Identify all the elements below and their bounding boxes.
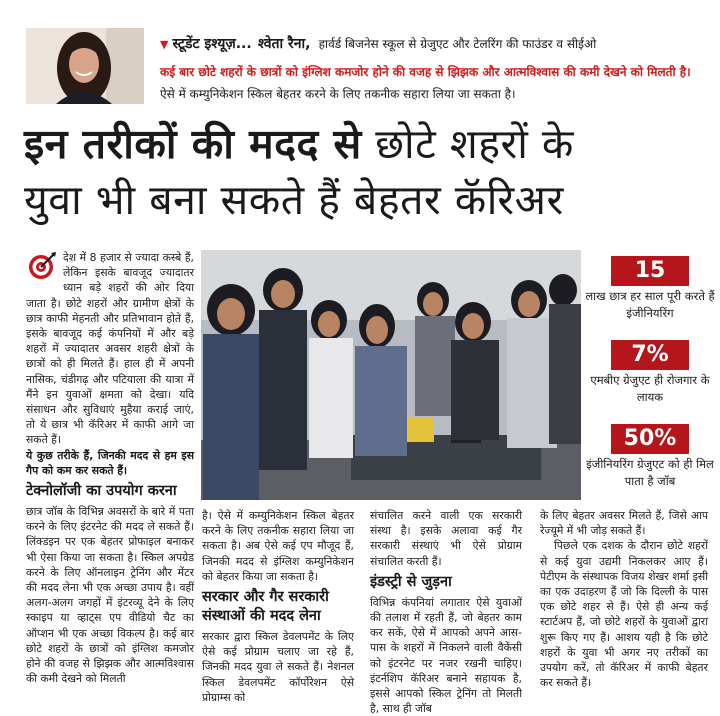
- stat-engineering-jobs: [584, 424, 716, 490]
- section-heading: टेक्नोलॉजी का उपयोग करना: [26, 483, 177, 500]
- article-column-2: [202, 508, 354, 704]
- triangle-marker-icon: ▼: [160, 38, 169, 51]
- article-paragraph: ये कुछ तरीके हैं, जिनकी मदद से हम इस गैप को कम कर सकते हैं।: [26, 448, 194, 477]
- stat-value: 7%: [611, 340, 689, 370]
- column-name: स्टूडेंट इश्यूज़...: [172, 36, 252, 52]
- article-column-3: [370, 508, 522, 716]
- students-lab-photo: [201, 250, 581, 500]
- article-paragraph: संचालित करने वाली एक सरकारी संस्था है। इसके अलावा कई गैर सरकारी संस्थाएं भी ऐसे प्रोग्राम संचालित करती हैं।: [370, 509, 522, 568]
- section-heading: इंडस्ट्री से जुड़ना: [370, 573, 452, 590]
- headline-line2: युवा भी बना सकते हैं बेहतर कॅरिअर: [24, 176, 564, 224]
- headline: [24, 116, 714, 232]
- stat-mba: [584, 340, 716, 406]
- stat-caption: एमबीए ग्रेजुएट ही रोजगार के लायक: [590, 373, 710, 404]
- article-paragraph: के लिए बेहतर अवसर मिलते हैं, जिसे आप रेज्यूमे में भी जोड़ सकते हैं।: [540, 509, 708, 538]
- article-paragraph: विभिन्न कंपनियां लगातार ऐसे युवाओं की तलाश में रहती हैं, जो बेहतर काम कर सकें, ऐसे में आपको अपने आस-पास के शहरों में निकलने वाली वैकेंसी को इंटरनेट पर नजर रखनी चाहिए। इंटर्नशिप कॅरिअर बनाने सहायक है, इससे आपको स्किल ट्रेनिंग तो मिलती है, साथ ही जॉब: [370, 595, 522, 716]
- headline-line1-rest: छोटे शहरों के: [375, 120, 574, 168]
- article-paragraph: सरकार द्वारा स्किल डेवलपमेंट के लिए ऐसे कई प्रोग्राम चलाए जा रहे हैं, जिनकी मदद युवा ले सकते हैं। नेशनल स्किल डेवलपमेंट कॉर्पोरेशन ऐसे प्रोग्राम्स को: [202, 630, 354, 704]
- byline: [160, 34, 708, 54]
- article-paragraph: है। ऐसे में कम्युनिकेशन स्किल बेहतर करने के लिए तकनीक सहारा लिया जा सकता है। अब ऐसे कई एप मौजूद हैं, जिनकी मदद से इंग्लिश कम्युनिकेशन को बेहतर किया जा सकता है।: [202, 509, 354, 583]
- stat-value: 15: [611, 256, 689, 286]
- stat-value: 50%: [611, 424, 689, 454]
- section-heading: सरकार और गैर सरकारी संस्थाओं की मदद लेना: [202, 589, 329, 625]
- article-paragraph: छात्र जॉब के विभिन्न अवसरों के बारे में पता करने के लिए इंटरनेट की मदद ले सकते हैं। लिंक्डइन पर एक बेहतर प्रोफाइल बनाकर भी ऐसा किया जा सकता है। स्किल अपग्रेड करने के लिए ऑनलाइन ट्रेनिंग और मेंटर की मदद लेना भी एक अच्छा उपाय है। वहीं अलग-अलग जगहों में इंटरव्यू देने के लिए स्काइप या व्हाट्स एप वीडियो चैट का ऑप्शन भी एक अच्छा विकल्प है। कई बार छोटे शहरों के छात्रों को इंग्लिश कमजोर होने की वजह से झिझक और आत्मविश्वास की कमी देखने को मिलती: [26, 505, 194, 686]
- stat-engineering: [584, 256, 716, 322]
- author-name: श्वेता रैना,: [257, 36, 311, 52]
- author-photo: [26, 28, 144, 104]
- article-paragraph: पिछले एक दशक के दौरान छोटे शहरों से कई युवा उद्यमी निकलकर आए हैं। पेटीएम के संस्थापक विजय शेखर शर्मा इसी का एक उदाहरण हैं जो कि दिल्ली के पास एक छोटे शहर से हैं। ऐसे ही अन्य कई स्टार्टअप हैं, जो छोटे शहरों के युवाओं द्वारा शुरू किए गए हैं। आशय यही है कि छोटे शहरों के युवा भी अगर नए तरीकों का उपयोग करें, तो कॅरिअर में काफी बेहतर कर सकते हैं।: [540, 539, 708, 690]
- stat-caption: इंजीनियरिंग ग्रेजुएट को ही मिल पाता है जॉब: [586, 457, 714, 488]
- article-column-4: [540, 508, 708, 696]
- intro-text: ऐसे में कम्युनिकेशन स्किल बेहतर करने के लिए तकनीक सहारा लिया जा सकता है।: [160, 87, 516, 101]
- author-description: हार्वर्ड बिजनेस स्कूल से ग्रेजुएट और टेलरिंग की फाउंडर व सीईओ: [318, 37, 597, 51]
- headline-bold: इन तरीकों की मदद से: [24, 120, 362, 168]
- article-paragraph: देश में 8 हजार से ज्यादा कस्बे हैं, लेकिन इसके बावजूद ज्यादातर ध्यान बड़े शहरों की ओर दिया जाता है। छोटे शहरों और ग्रामीण क्षेत्रों के छात्र काफी मेहनती और प्रतिभावान होते हैं, इसके बावजूद कई कंपनियों में और बड़े शहरों में ज्यादातर अवसर शहरी क्षेत्रों के छात्रों को ही मिलते हैं। हाल ही में अपनी नासिक, चंडीगढ़ और पटियाला की यात्रा में मैंने इन युवाओं क्षमता को देखा। यदि संसाधन और सुविधाएं मुहैया कराई जाएं, तो ये छात्र भी कॅरिअर में काफी आगे जा सकते हैं।: [26, 251, 194, 447]
- article-column-1: [26, 250, 194, 696]
- stat-caption: लाख छात्र हर साल पूरी करते हैं इंजीनियरिंग: [585, 289, 715, 320]
- intro-highlight: कई बार छोटे शहरों के छात्रों को इंग्लिश कमजोर होने की वजह से झिझक और आत्मविश्वास की कमी देखने को मिलती है।: [160, 65, 691, 79]
- target-icon: [26, 250, 58, 282]
